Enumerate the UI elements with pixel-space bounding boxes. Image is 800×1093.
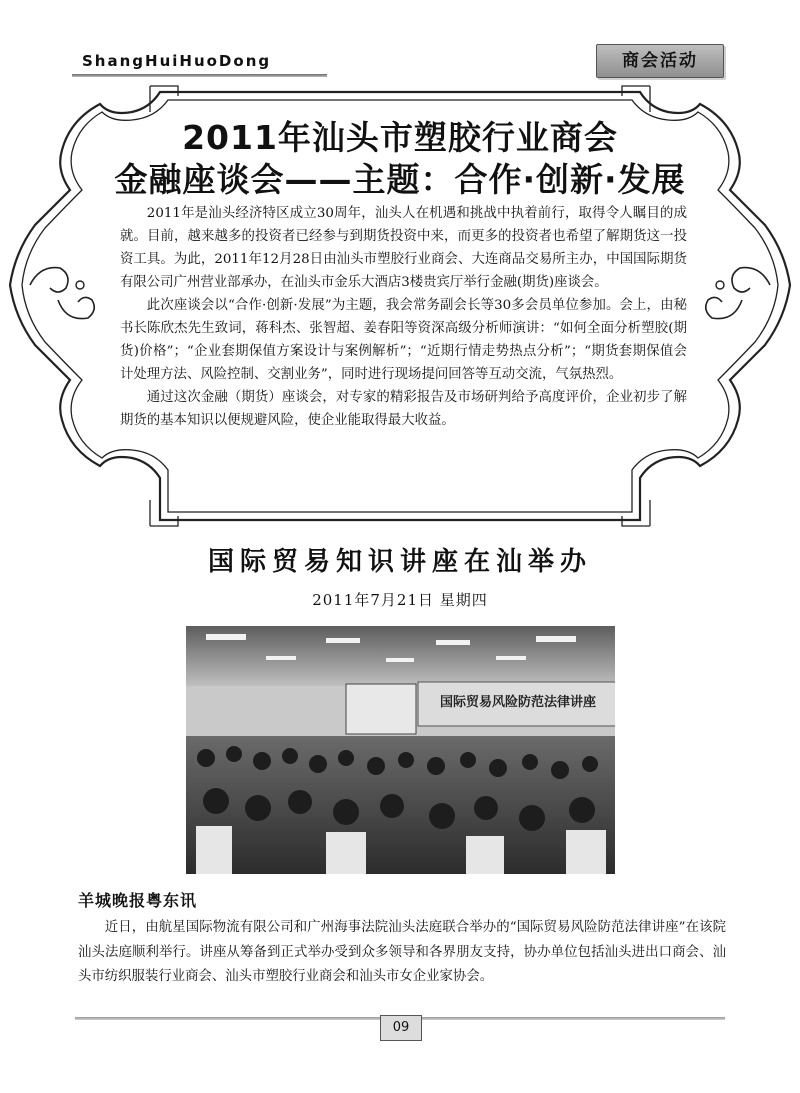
article1-title-line2: 金融座谈会——主题：合作·创新·发展 [114, 160, 686, 199]
article2-title: 国际贸易知识讲座在汕举办 [207, 547, 592, 577]
lecture-photo [186, 626, 615, 874]
page-number: 09 [380, 1015, 422, 1041]
article2-date: 2011年7月21日 星期四 [312, 591, 488, 609]
article2-paragraph: 近日，由航星国际物流有限公司和广州海事法院汕头法庭联合举办的“国际贸易风险防范法律讲座”在该院汕头法庭顺利举行。讲座从筹备到正式举办受到众多领导和各界朋友支持，协办单位包括汕头进出口商会、汕头市纺织服装行业商会、汕头市塑胶行业商会和汕头市女企业家协会。 [78, 920, 726, 984]
article1-paragraph: 2011年是汕头经济特区成立30周年，汕头人在机遇和挑战中执着前行，取得令人瞩目的成就。目前，越来越多的投资者已经参与到期货投资中来，而更多的投资者也希望了解期货这一投资工具。为此，2011年12月28日由汕头市塑胶行业商会、大连商品交易所主办，中国国际期货有限公司广州营业部承办，在汕头市金乐大酒店3楼贵宾厅举行金融(期货)座谈会。 [120, 206, 687, 290]
banner-text: 国际贸易风险防范法律讲座 [439, 695, 597, 710]
running-title: ShangHuiHuoDong [82, 52, 272, 70]
article1-title-line1: 2011年汕头市塑胶行业商会 [182, 118, 618, 157]
article1-body [120, 202, 687, 432]
news-source: 羊城晚报粤东讯 [78, 891, 198, 910]
article1-paragraph: 通过这次金融（期货）座谈会，对专家的精彩报告及市场研判给予高度评价，企业初步了解期货的基本知识以便规避风险，使企业能取得最大收益。 [120, 390, 687, 428]
article1-paragraph: 此次座谈会以“合作·创新·发展”为主题，我会常务副会长等30多会员单位参加。会上，由秘书长陈欣杰先生致词，蒋科杰、张智超、姜春阳等资深高级分析师演讲：“如何全面分析塑胶(期货)价格”；“企业套期保值方案设计与案例解析”；“近期行情走势热点分析”；“期货套期保值会计处理方法、风险控制、交割业务”，同时进行现场提问回答等互动交流，气氛热烈。 [120, 298, 687, 382]
section-badge-label: 商会活动 [622, 51, 698, 71]
lecture-photo-drawing [186, 626, 615, 874]
article2-body [78, 916, 726, 990]
